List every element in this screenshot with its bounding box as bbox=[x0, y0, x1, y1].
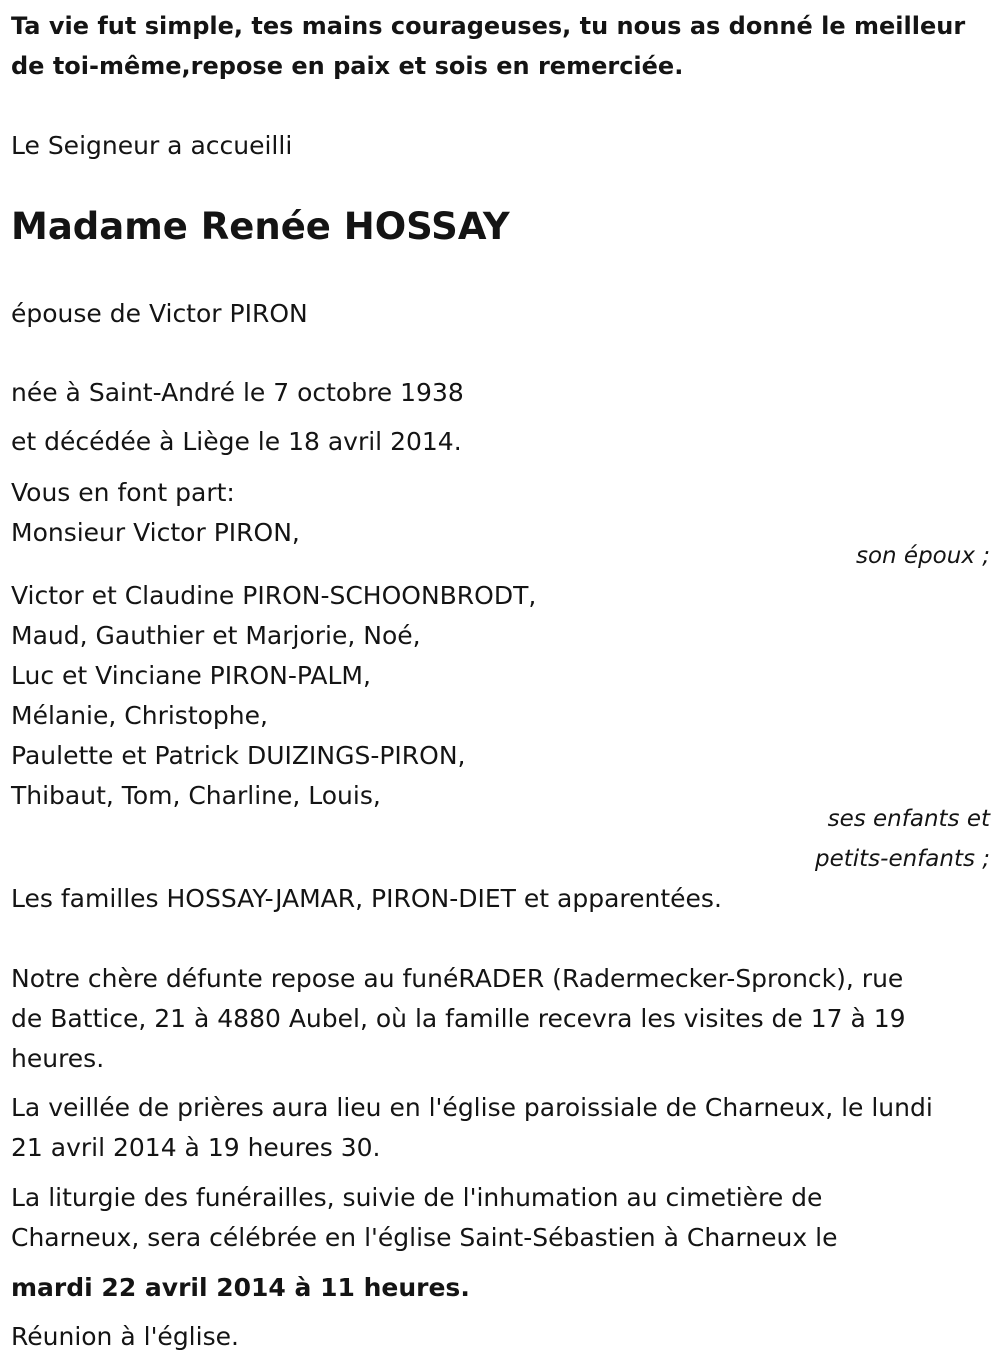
children-role-2: petits-enfants ; bbox=[814, 846, 990, 872]
liturgy-line-1: La liturgie des funérailles, suivie de l'inhumation au cimetière de bbox=[11, 1183, 823, 1212]
gathering-line: Réunion à l'église. bbox=[11, 1322, 239, 1351]
child-line-5: Paulette et Patrick DUIZINGS-PIRON, bbox=[11, 741, 466, 770]
child-line-6: Thibaut, Tom, Charline, Louis, bbox=[11, 781, 381, 810]
child-line-3: Luc et Vinciane PIRON-PALM, bbox=[11, 661, 371, 690]
husband-role: son époux ; bbox=[855, 543, 990, 569]
death-line: et décédée à Liège le 18 avril 2014. bbox=[11, 427, 462, 456]
child-line-1: Victor et Claudine PIRON-SCHOONBRODT, bbox=[11, 581, 537, 610]
quote-line-2: de toi-même,repose en paix et sois en remerciée. bbox=[11, 52, 684, 80]
rest-line-2: de Battice, 21 à 4880 Aubel, où la famille recevra les visites de 17 à 19 bbox=[11, 1004, 906, 1033]
intro-text: Le Seigneur a accueilli bbox=[11, 131, 293, 160]
ceremony-date: mardi 22 avril 2014 à 11 heures. bbox=[11, 1273, 470, 1302]
families-line: Les familles HOSSAY-JAMAR, PIRON-DIET et apparentées. bbox=[11, 884, 722, 913]
birth-line: née à Saint-André le 7 octobre 1938 bbox=[11, 378, 464, 407]
quote-line-1: Ta vie fut simple, tes mains courageuses, tu nous as donné le meilleur bbox=[11, 12, 966, 40]
deceased-name: Madame Renée HOSSAY bbox=[11, 205, 510, 248]
children-role-1: ses enfants et bbox=[827, 806, 990, 832]
announce-line: Vous en font part: bbox=[11, 478, 235, 507]
rest-line-1: Notre chère défunte repose au funéRADER (Radermecker-Spronck), rue bbox=[11, 964, 904, 993]
liturgy-line-2: Charneux, sera célébrée en l'église Saint-Sébastien à Charneux le bbox=[11, 1223, 838, 1252]
husband-line: Monsieur Victor PIRON, bbox=[11, 518, 300, 547]
child-line-2: Maud, Gauthier et Marjorie, Noé, bbox=[11, 621, 421, 650]
vigil-line-2: 21 avril 2014 à 19 heures 30. bbox=[11, 1133, 381, 1162]
child-line-4: Mélanie, Christophe, bbox=[11, 701, 268, 730]
rest-line-3: heures. bbox=[11, 1044, 105, 1073]
spouse-line: épouse de Victor PIRON bbox=[11, 299, 308, 328]
vigil-line-1: La veillée de prières aura lieu en l'église paroissiale de Charneux, le lundi bbox=[11, 1093, 933, 1122]
